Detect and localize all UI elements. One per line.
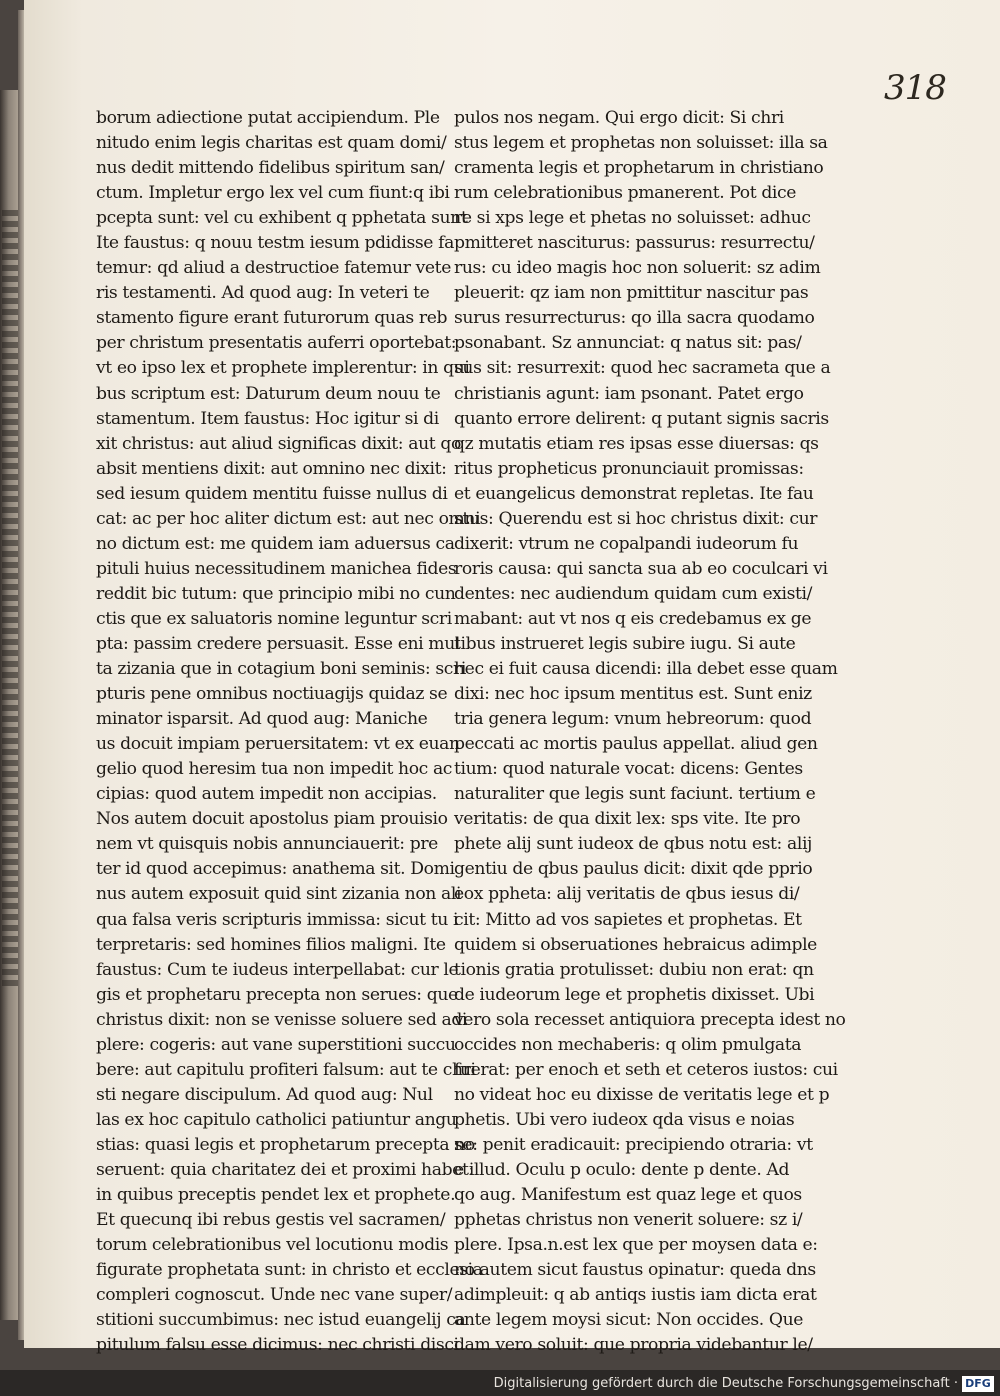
text-line: occides non mechaberis: q olim pmulgata — [454, 1034, 802, 1055]
text-line: pta: passim credere persuasit. Esse eni mul — [96, 633, 460, 654]
text-line: eox ppheta: alij veritatis de qbus iesus di/ — [454, 884, 800, 905]
text-line: stamento figure erant futurorum quas reb — [96, 308, 448, 329]
text-line: minator isparsit. Ad quod aug: Maniche — [96, 709, 428, 730]
footer-bar — [0, 1370, 1000, 1396]
text-line: plere: cogeris: aut vane superstitioni succu — [96, 1034, 456, 1055]
text-line: stias: quasi legis et prophetarum precepta no — [96, 1134, 475, 1155]
text-line: peccati ac mortis paulus appellat. aliud gen — [454, 734, 818, 755]
text-line: veritatis: de qua dixit lex: sps vite. Ite pro — [454, 809, 801, 830]
text-line: stus legem et prophetas non soluisset: illa sa — [454, 133, 828, 154]
text-line: in quibus preceptis pendet lex et prophete. — [96, 1185, 456, 1206]
folio-number: 318 — [884, 68, 946, 108]
text-line: christus dixit: non se venisse soluere sed adi — [96, 1009, 468, 1030]
text-line: qz mutatis etiam res ipsas esse diuersas: qs — [454, 433, 819, 454]
text-line: pcepta sunt: vel cu exhibent q pphetata sunt — [96, 208, 468, 229]
text-line: stus: Querendu est si hoc christus dixit: cur — [454, 508, 818, 529]
text-line: nitudo enim legis charitas est quam domi/ — [96, 133, 447, 154]
text-line: faustus: Cum te iudeus interpellabat: cur le — [96, 959, 459, 980]
text-line: de iudeorum lege et prophetis dixisset. Ubi — [454, 984, 815, 1005]
text-line: stamentum. Item faustus: Hoc igitur si di — [96, 408, 439, 429]
text-line: phetis. Ubi vero iudeox qda visus e noias — [454, 1109, 795, 1130]
text-line: no autem sicut faustus opinatur: queda dns — [454, 1260, 816, 1281]
text-line: pitulum falsu esse dicimus: nec christi disci — [96, 1335, 459, 1356]
left-text-column — [96, 106, 483, 1358]
text-line: dixerit: vtrum ne copalpandi iudeorum fu — [454, 533, 799, 554]
text-line: bere: aut capitulu profiteri falsum: aut te chri — [96, 1059, 476, 1080]
text-line: ta zizania que in cotagium boni seminis: scri — [96, 659, 466, 680]
text-line: plere. Ipsa.n.est lex que per moysen data e: — [454, 1235, 818, 1256]
previous-page-text-fragment — [2, 210, 18, 990]
text-line: terpretaris: sed homines filios maligni. Ite — [96, 934, 446, 955]
text-line: ante legem moysi sicut: Non occides. Que — [454, 1310, 804, 1331]
text-line: sti negare discipulum. Ad quod aug: Nul — [96, 1084, 433, 1105]
text-line: ctum. Impletur ergo lex vel cum fiunt:q ibi — [96, 183, 450, 204]
text-line: ris testamenti. Ad quod aug: In veteri te — [96, 283, 430, 304]
text-line: temur: qd aliud a destructioe fatemur vete — [96, 258, 451, 279]
text-line: Et quecunq ibi rebus gestis vel sacramen/ — [96, 1210, 446, 1231]
text-line: christianis agunt: iam psonant. Patet ergo — [454, 383, 804, 404]
text-line: quanto errore delirent: q putant signis sacris — [454, 408, 829, 429]
text-line: quidem si obseruationes hebraicus adimple — [454, 934, 817, 955]
text-line: ritus propheticus pronunciauit promissas: — [454, 458, 804, 479]
text-line: us docuit impiam peruersitatem: vt ex euan — [96, 734, 460, 755]
text-line: mabant: aut vt nos q eis credebamus ex ge — [454, 608, 812, 629]
text-line: pulos nos negam. Qui ergo dicit: Si chri — [454, 108, 784, 128]
text-line: qo aug. Manifestum est quaz lege et quos — [454, 1185, 802, 1206]
text-line: figurate prophetata sunt: in christo et ecclesia — [96, 1260, 483, 1281]
text-line: dentes: nec audiendum quidam cum existi/ — [454, 583, 813, 604]
text-line: dam vero soluit: que propria videbantur le/ — [454, 1335, 813, 1356]
text-line: pturis pene omnibus noctiuagijs quidaz se — [96, 684, 448, 705]
text-line: se: penit eradicauit: precipiendo otraria: vt — [454, 1134, 813, 1155]
text-line: no dictum est: me quidem iam aduersus ca — [96, 533, 455, 554]
text-line: tibus instrueret legis subire iugu. Si aute — [454, 633, 796, 654]
text-line: reddit bic tutum: que principio mibi no cun — [96, 583, 456, 604]
text-line: vero sola recesset antiquiora precepta idest no — [454, 1009, 846, 1030]
text-line: roris causa: qui sancta sua ab eo coculcari vi — [454, 558, 828, 579]
text-line: pleuerit: qz iam non pmittitur nascitur pas — [454, 283, 809, 304]
text-line: tria genera legum: vnum hebreorum: quod — [454, 709, 812, 730]
text-line: ter id quod accepimus: anathema sit. Domi — [96, 859, 455, 880]
text-line: absit mentiens dixit: aut omnino nec dixit: — [96, 458, 447, 479]
text-line: tionis gratia protulisset: dubiu non erat: qn — [454, 959, 814, 980]
text-line: Nos autem docuit apostolus piam prouisio — [96, 809, 448, 830]
right-text-column — [454, 106, 846, 1358]
text-line: et euangelicus demonstrat repletas. Ite fau — [454, 483, 814, 504]
text-line: ctis que ex saluatoris nomine leguntur scri — [96, 608, 452, 629]
text-line: nus dedit mittendo fidelibus spiritum san/ — [96, 158, 445, 179]
text-line: compleri cognoscut. Unde nec vane super/ — [96, 1285, 453, 1306]
text-line: gis et prophetaru precepta non serues: que — [96, 984, 458, 1005]
text-line: rus: cu ideo magis hoc non soluerit: sz adim — [454, 258, 821, 279]
text-line: psonabant. Sz annunciat: q natus sit: pas/ — [454, 333, 802, 354]
text-line: pphetas christus non venerit soluere: sz i/ — [454, 1210, 803, 1231]
text-line: hec ei fuit causa dicendi: illa debet esse quam — [454, 659, 838, 680]
text-line: no videat hoc eu dixisse de veritatis lege et p — [454, 1084, 830, 1105]
text-line: torum celebrationibus vel locutionu modis — [96, 1235, 449, 1256]
text-line: pituli huius necessitudinem manichea fides — [96, 558, 457, 579]
text-line: fuerat: per enoch et seth et ceteros iustos: cui — [454, 1059, 838, 1080]
text-line: phete alij sunt iudeox de qbus notu est: alij — [454, 834, 812, 855]
text-line: surus resurrecturus: qo illa sacra quodamo — [454, 308, 815, 329]
text-line: dixi: nec hoc ipsum mentitus est. Sunt eniz — [454, 684, 812, 705]
text-line: e illud. Oculu p oculo: dente p dente. Ad — [454, 1159, 790, 1180]
text-line: re si xps lege et phetas no soluisset: adhuc — [454, 208, 811, 229]
text-line: las ex hoc capitulo catholici patiuntur angu — [96, 1109, 457, 1130]
text-line: seruent: quia charitatez dei et proximi habet: — [96, 1159, 474, 1180]
text-line: vt eo ipso lex et prophete implerentur: in qui — [96, 358, 470, 379]
text-line: pmitteret nasciturus: passurus: resurrectu/ — [454, 233, 815, 254]
text-line: naturaliter que legis sunt faciunt. tertium e — [454, 784, 816, 805]
text-line: cit: Mitto ad vos sapietes et prophetas. Et — [454, 909, 802, 930]
text-line: borum adiectione putat accipiendum. Ple — [96, 108, 440, 128]
text-line: tium: quod naturale vocat: dicens: Gentes — [454, 759, 803, 780]
funding-credit: Digitalisierung gefördert durch die Deutsche Forschungsgemeinschaft · — [493, 1376, 958, 1391]
text-line: stitioni succumbimus: nec istud euangelij ca — [96, 1310, 466, 1331]
text-line: xit christus: aut aliud significas dixit: aut qo — [96, 433, 461, 454]
text-line: sed iesum quidem mentitu fuisse nullus di — [96, 483, 448, 504]
text-line: rum celebrationibus pmanerent. Pot dice — [454, 183, 797, 204]
text-line: cramenta legis et prophetarum in christiano — [454, 158, 824, 179]
text-line: nem vt quisquis nobis annunciauerit: pre — [96, 834, 438, 855]
text-line: bus scriptum est: Daturum deum nouu te — [96, 383, 441, 404]
text-line: per christum presentatis auferri oportebat: — [96, 333, 457, 354]
text-line: qua falsa veris scripturis immissa: sicut tu i — [96, 909, 459, 930]
book-page — [24, 0, 1000, 1356]
text-line: adimpleuit: q ab antiqs iustis iam dicta erat — [454, 1285, 817, 1306]
text-line: nus autem exposuit quid sint zizania non ali — [96, 884, 462, 905]
text-line: gentiu de qbus paulus dicit: dixit qde pprio — [454, 859, 813, 880]
text-line: gelio quod heresim tua non impedit hoc ac — [96, 759, 453, 780]
text-line: cipias: quod autem impedit non accipias. — [96, 784, 437, 805]
text-line: cat: ac per hoc aliter dictum est: aut nec omni — [96, 508, 481, 529]
text-line: Ite faustus: q nouu testm iesum pdidisse fa — [96, 233, 454, 254]
text-line: sus sit: resurrexit: quod hec sacrameta que a — [454, 358, 831, 379]
dfg-logo: DFG — [962, 1376, 994, 1392]
